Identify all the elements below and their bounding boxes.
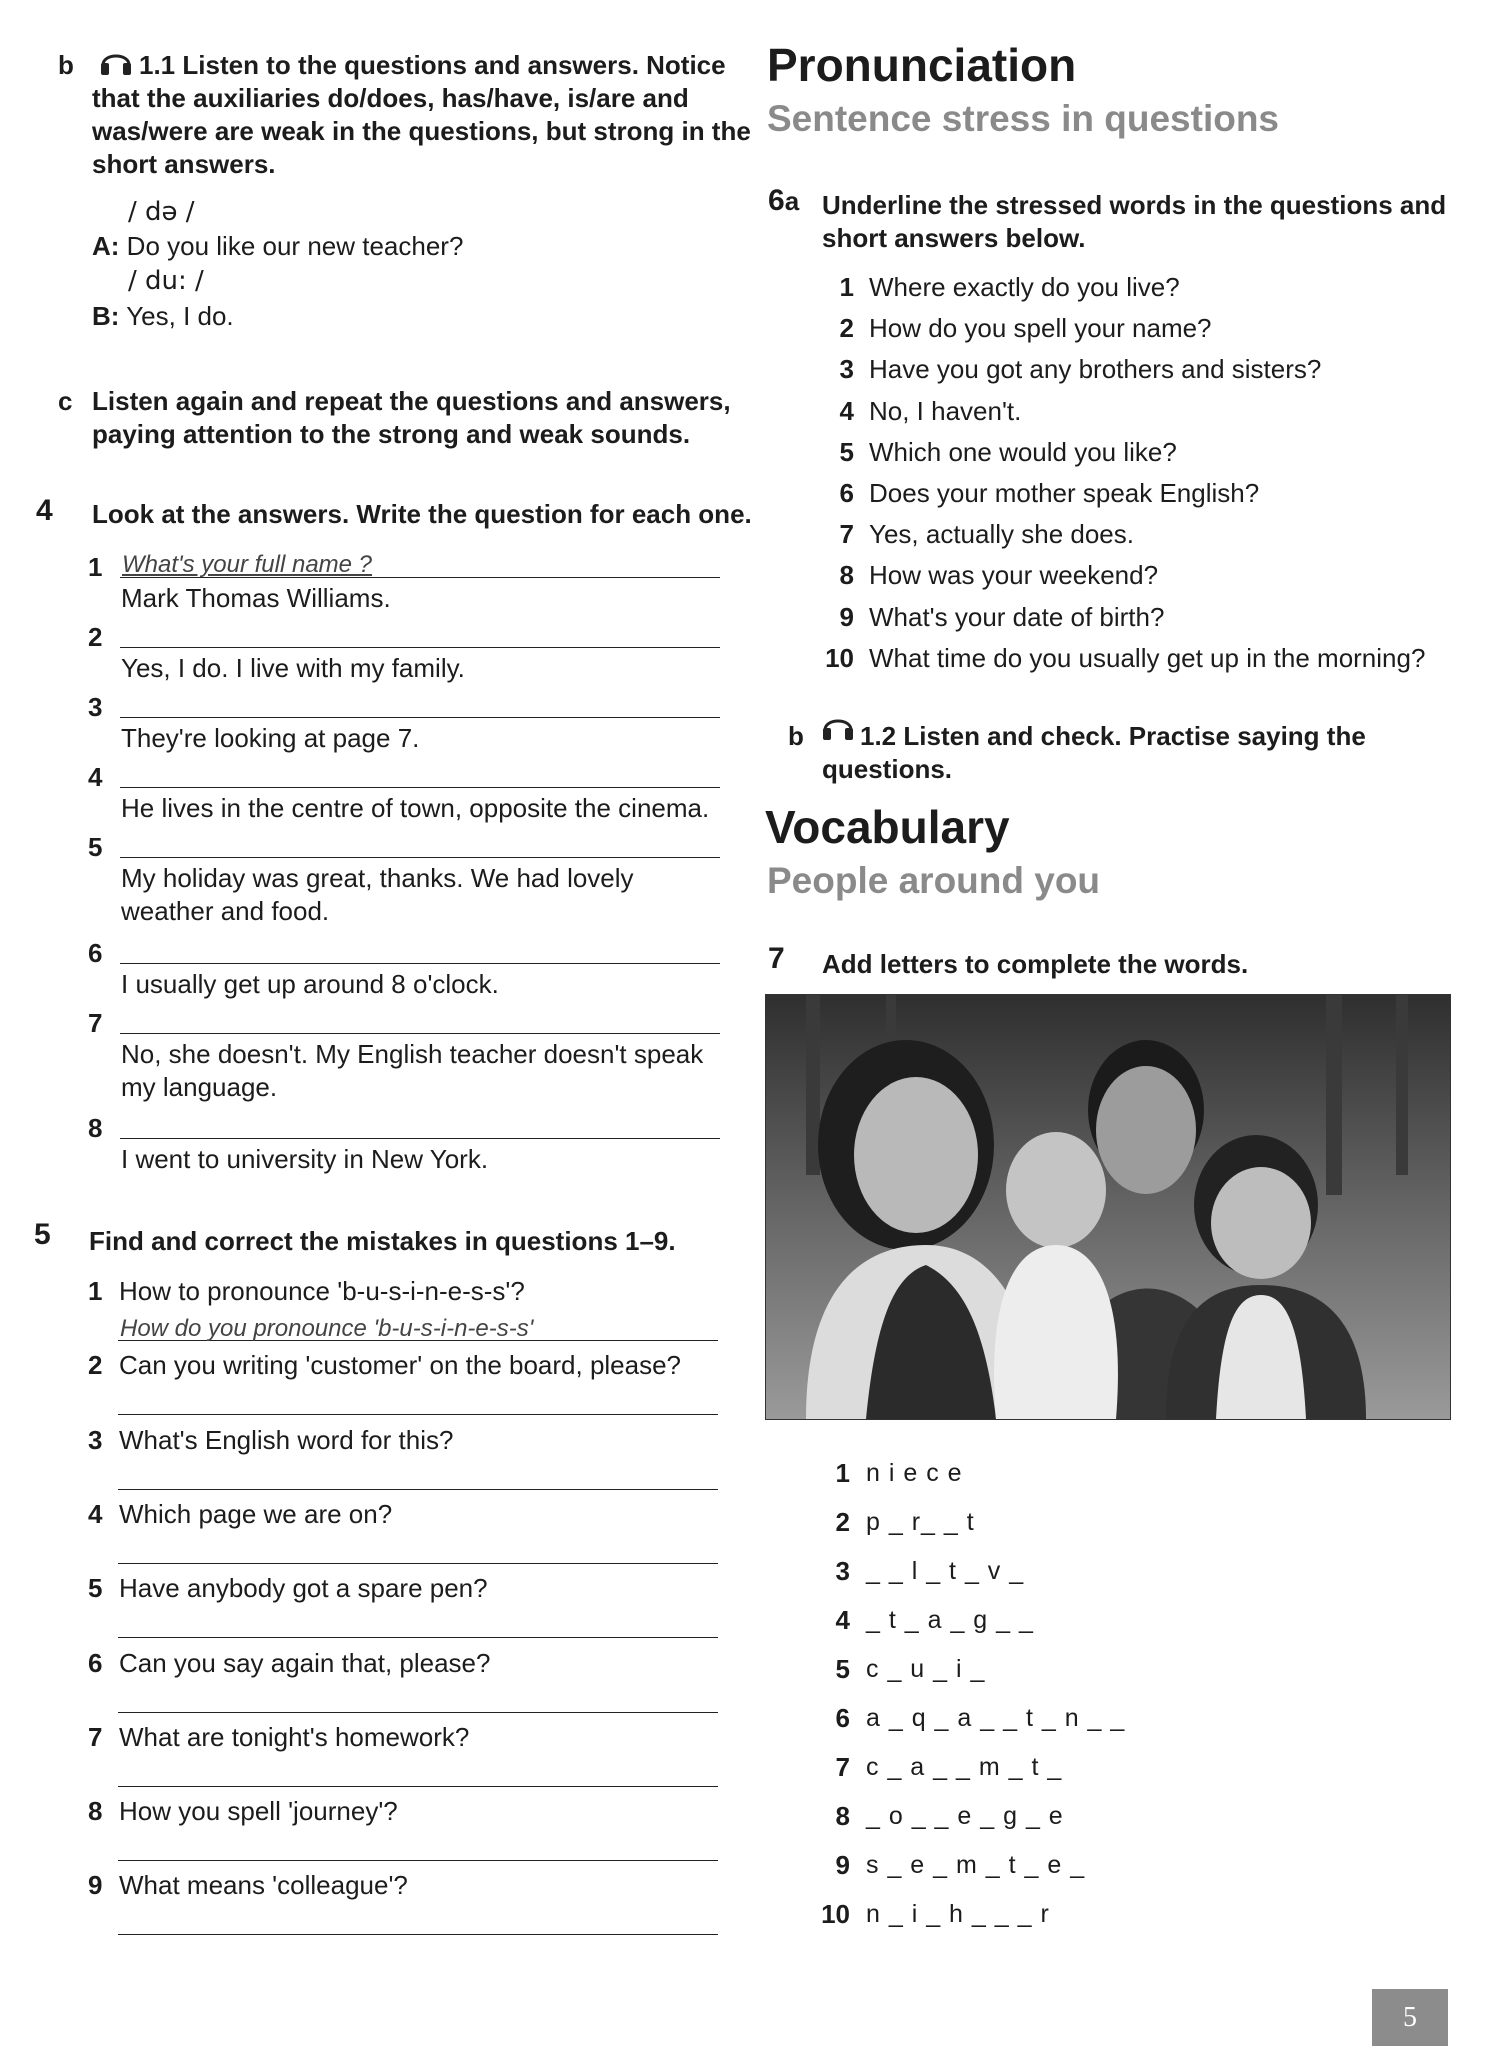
question-number: 2 (88, 1350, 103, 1381)
word-number: 6 (835, 1703, 850, 1733)
answer-line[interactable] (118, 1489, 718, 1490)
answer-line[interactable] (118, 1934, 718, 1935)
instruction-line: short answers. (92, 149, 276, 179)
word-puzzle[interactable]: s _ e _ m _ t _ e _ (866, 1851, 1086, 1879)
exercise-4-title: Look at the answers. Write the question for each one. (92, 499, 752, 529)
question-text: How do you spell your name? (869, 313, 1212, 344)
headphones-icon (820, 712, 856, 742)
instruction-line: Underline the stressed words in the questions and (822, 190, 1447, 220)
incorrect-question: How you spell 'journey'? (119, 1796, 398, 1827)
instruction-line: was/were are weak in the questions, but strong in the (92, 116, 751, 146)
given-answer: Mark Thomas Williams. (121, 583, 391, 613)
answer-line[interactable] (118, 1712, 718, 1713)
question-text: Where exactly do you live? (869, 272, 1180, 302)
given-answer: Yes, I do. I live with my family. (121, 653, 465, 683)
word-number: 4 (835, 1605, 850, 1635)
vocabulary-heading: Vocabulary (765, 801, 1010, 853)
word-number: 2 (835, 1507, 850, 1537)
page-number: 5 (1372, 1989, 1448, 2046)
question-number: 2 (839, 313, 854, 344)
incorrect-question: Have anybody got a spare pen? (119, 1573, 488, 1604)
word-number: 5 (835, 1654, 850, 1684)
exercise-3b-instruction (139, 49, 726, 82)
pronunciation-subheading: Sentence stress in questions (767, 98, 1280, 139)
question-text: What time do you usually get up in the morning? (869, 642, 1426, 673)
pronunciation-heading: Pronunciation (767, 39, 1077, 91)
handwritten-answer: What's your full name ? (122, 551, 373, 578)
incorrect-question: What means 'colleague'? (119, 1870, 408, 1901)
answer-line[interactable] (118, 1563, 718, 1564)
incorrect-question: What are tonight's homework? (119, 1721, 470, 1752)
dialog-text: Do you like our new teacher? (126, 231, 464, 261)
handwritten-answer: How do you pronounce 'b-u-s-i-n-e-s-s' (120, 1315, 534, 1342)
question-number: 8 (88, 1113, 103, 1143)
exercise-5-title: Find and correct the mistakes in questions 1–9. (89, 1226, 676, 1256)
question-text: No, I haven't. (869, 395, 1022, 426)
answer-line[interactable] (120, 787, 720, 788)
question-number: 3 (88, 1424, 103, 1455)
given-answer: weather and food. (121, 896, 330, 926)
exercise-4-number: 4 (36, 494, 53, 527)
exercise-5-number: 5 (34, 1218, 51, 1251)
speaker-b: B: (92, 301, 120, 331)
question-number: 3 (839, 354, 854, 385)
family-photo (765, 994, 1451, 1420)
dialog-line-b (92, 300, 234, 333)
word-number: 9 (835, 1850, 850, 1880)
exercise-7-title: Add letters to complete the words. (822, 949, 1249, 979)
answer-line[interactable] (120, 1033, 720, 1034)
question-text: Have you got any brothers and sisters? (869, 354, 1322, 385)
exercise-6-number (768, 184, 799, 218)
question-number: 4 (839, 395, 854, 426)
word-number: 8 (835, 1801, 850, 1831)
word-puzzle[interactable]: n i e c e (866, 1459, 963, 1487)
question-number: 7 (88, 1721, 103, 1752)
word-puzzle[interactable]: c _ a _ _ m _ t _ (866, 1753, 1063, 1781)
question-number: 10 (825, 642, 854, 673)
word-number: 3 (835, 1556, 850, 1586)
exercise-3b-label: b (58, 50, 74, 80)
question-number: 9 (88, 1870, 103, 1901)
given-answer: I went to university in New York. (121, 1144, 489, 1174)
speaker-a: A: (92, 231, 120, 261)
exercise-6b-instruction (860, 720, 1366, 753)
phonetic-weak: / də / (128, 197, 195, 227)
question-text: What's your date of birth? (869, 601, 1165, 632)
word-puzzle[interactable]: n _ i _ h _ _ _ r (866, 1900, 1050, 1928)
word-puzzle[interactable]: a _ q _ a _ _ t _ n _ _ (866, 1704, 1126, 1732)
answer-line[interactable] (120, 963, 720, 964)
question-number: 7 (88, 1008, 103, 1038)
question-number: 7 (839, 519, 854, 550)
word-puzzle[interactable]: _ _ l _ t _ v _ (866, 1557, 1025, 1585)
track-number: 1.2 (860, 721, 897, 751)
exercise-7-number: 7 (768, 942, 785, 975)
instruction-text: Listen and check. Practise saying the (903, 721, 1366, 751)
exercise-6-digit: 6 (768, 184, 785, 217)
instruction-text: Listen to the questions and answers. Notice (182, 50, 726, 80)
answer-line[interactable] (120, 857, 720, 858)
question-number: 3 (88, 692, 103, 722)
answer-line[interactable] (118, 1637, 718, 1638)
given-answer: He lives in the centre of town, opposite the cinema. (121, 793, 710, 823)
question-number: 5 (839, 436, 854, 467)
exercise-6b-label: b (788, 721, 804, 751)
question-text: How was your weekend? (869, 560, 1159, 591)
incorrect-question: How to pronounce 'b-u-s-i-n-e-s-s'? (119, 1276, 525, 1306)
given-answer: They're looking at page 7. (121, 723, 420, 753)
instruction-line: short answers below. (822, 223, 1086, 253)
exercise-6-letter: a (784, 186, 800, 216)
word-puzzle[interactable]: _ o _ _ e _ g _ e (866, 1802, 1064, 1830)
question-text: Which one would you like? (869, 436, 1177, 467)
question-number: 4 (88, 1498, 103, 1529)
exercise-3c-label: c (58, 386, 73, 416)
dialog-text: Yes, I do. (126, 301, 234, 331)
answer-line[interactable] (118, 1786, 718, 1787)
incorrect-question: Can you writing 'customer' on the board, please? (119, 1350, 682, 1381)
question-number: 2 (88, 622, 103, 652)
word-number: 1 (835, 1458, 850, 1488)
given-answer: I usually get up around 8 o'clock. (121, 969, 499, 999)
incorrect-question: What's English word for this? (119, 1424, 454, 1455)
question-number: 1 (839, 272, 854, 302)
word-puzzle[interactable]: p _ r_ _ t (866, 1508, 975, 1536)
instruction-line: questions. (822, 754, 953, 784)
word-puzzle[interactable]: _ t _ a _ g _ _ (866, 1606, 1034, 1634)
question-number: 8 (88, 1796, 103, 1827)
question-number: 5 (88, 832, 103, 862)
question-number: 1 (88, 1276, 103, 1306)
word-number: 10 (821, 1899, 850, 1929)
phonetic-strong: / du: / (128, 266, 204, 296)
question-text: Yes, actually she does. (869, 519, 1134, 550)
instruction-line: Listen again and repeat the questions and answers, (92, 386, 731, 416)
question-number: 4 (88, 762, 103, 792)
answer-line[interactable] (120, 647, 720, 648)
question-number: 6 (839, 478, 854, 508)
word-number: 7 (835, 1752, 850, 1782)
instruction-line: paying attention to the strong and weak sounds. (92, 419, 691, 449)
answer-line[interactable] (120, 717, 720, 718)
incorrect-question: Can you say again that, please? (119, 1647, 491, 1678)
given-answer: My holiday was great, thanks. We had lovely (121, 863, 634, 893)
dialog-line-a (92, 230, 463, 263)
given-answer: my language. (121, 1072, 278, 1102)
question-number: 5 (88, 1573, 103, 1604)
question-text: Does your mother speak English? (869, 478, 1260, 508)
instruction-line: that the auxiliaries do/does, has/have, is/are and (92, 83, 689, 113)
answer-line[interactable] (120, 1138, 720, 1139)
vocabulary-subheading: People around you (767, 860, 1101, 901)
given-answer: No, she doesn't. My English teacher doesn't speak (121, 1039, 704, 1069)
word-puzzle[interactable]: c _ u _ i _ (866, 1655, 986, 1683)
answer-line[interactable] (118, 1414, 718, 1415)
track-number: 1.1 (139, 50, 176, 80)
question-number: 6 (88, 938, 103, 968)
question-number: 1 (88, 552, 103, 582)
question-number: 6 (88, 1647, 103, 1678)
answer-line[interactable] (118, 1860, 718, 1861)
family-photo-illustration (766, 995, 1450, 1419)
question-number: 9 (839, 601, 854, 632)
question-number: 8 (839, 560, 854, 591)
incorrect-question: Which page we are on? (119, 1498, 393, 1529)
headphones-icon (98, 47, 134, 77)
